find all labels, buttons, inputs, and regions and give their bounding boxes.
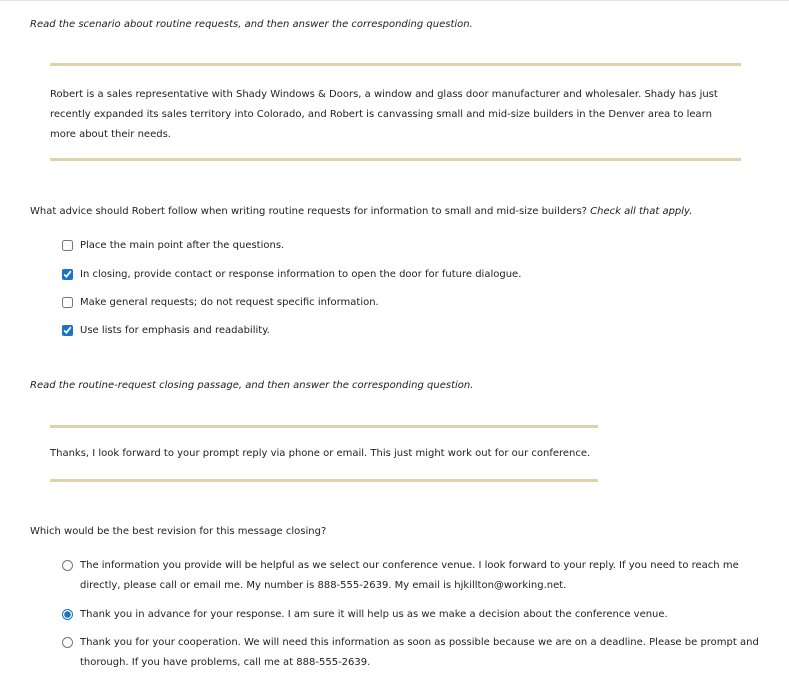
revision-option-1-radio[interactable] — [62, 560, 73, 571]
revision-option-3-label: Thank you for your cooperation. We will need this information as soon as possible because we are on a deadline. Please be prompt and thorough. If you have problems, call me at 888-555-2639. — [80, 637, 759, 668]
scenario-passage — [50, 63, 741, 161]
scenario-instruction: Read the scenario about routine requests, and then answer the corresponding question. — [30, 19, 473, 30]
option-1[interactable] — [62, 240, 284, 256]
revision-option-1-label: The information you provide will be helpful as we select our conference venue. I look forward to your reply. If you need to reach me directly, please call or email me. My number is 888-555-2639. My email is hjkillton@working.net. — [80, 560, 739, 591]
option-1-checkbox[interactable] — [62, 240, 73, 251]
scenario-passage-text: Robert is a sales representative with Shady Windows & Doors, a window and glass door manufacturer and wholesaler. Shady has just recently expanded its sales territory into Colorado, and Robert is canvassing small and mid-size builders in the Denver area to learn more about their needs. — [50, 89, 718, 140]
revision-option-3[interactable] — [62, 637, 768, 673]
top-divider — [0, 0, 789, 1]
revision-option-3-radio[interactable] — [62, 637, 73, 648]
closing-passage-text: Thanks, I look forward to your prompt reply via phone or email. This just might work out for our conference. — [50, 448, 591, 459]
option-4[interactable] — [62, 325, 270, 341]
option-2-checkbox[interactable] — [62, 269, 73, 280]
option-3-checkbox[interactable] — [62, 297, 73, 308]
option-2[interactable] — [62, 269, 521, 285]
question-1 — [30, 206, 692, 217]
option-2-label: In closing, provide contact or response information to open the door for future dialogue. — [80, 269, 522, 280]
option-4-label: Use lists for emphasis and readability. — [80, 325, 270, 336]
option-4-checkbox[interactable] — [62, 325, 73, 336]
revision-option-1[interactable] — [62, 560, 768, 596]
question-2: Which would be the best revision for this message closing? — [30, 526, 327, 537]
question-1-text: What advice should Robert follow when writing routine requests for information to small and mid-size builders? — [30, 206, 587, 217]
option-3[interactable] — [62, 297, 379, 313]
option-3-label: Make general requests; do not request specific information. — [80, 297, 379, 308]
closing-instruction: Read the routine-request closing passage, and then answer the corresponding question. — [30, 380, 474, 391]
closing-passage — [50, 425, 598, 482]
option-1-label: Place the main point after the questions. — [80, 240, 285, 251]
revision-option-2-label: Thank you in advance for your response. I am sure it will help us as we make a decision about the conference venue. — [80, 609, 668, 620]
revision-option-2[interactable] — [62, 609, 768, 625]
question-1-hint: Check all that apply. — [590, 206, 693, 217]
revision-option-2-radio[interactable] — [62, 609, 73, 620]
